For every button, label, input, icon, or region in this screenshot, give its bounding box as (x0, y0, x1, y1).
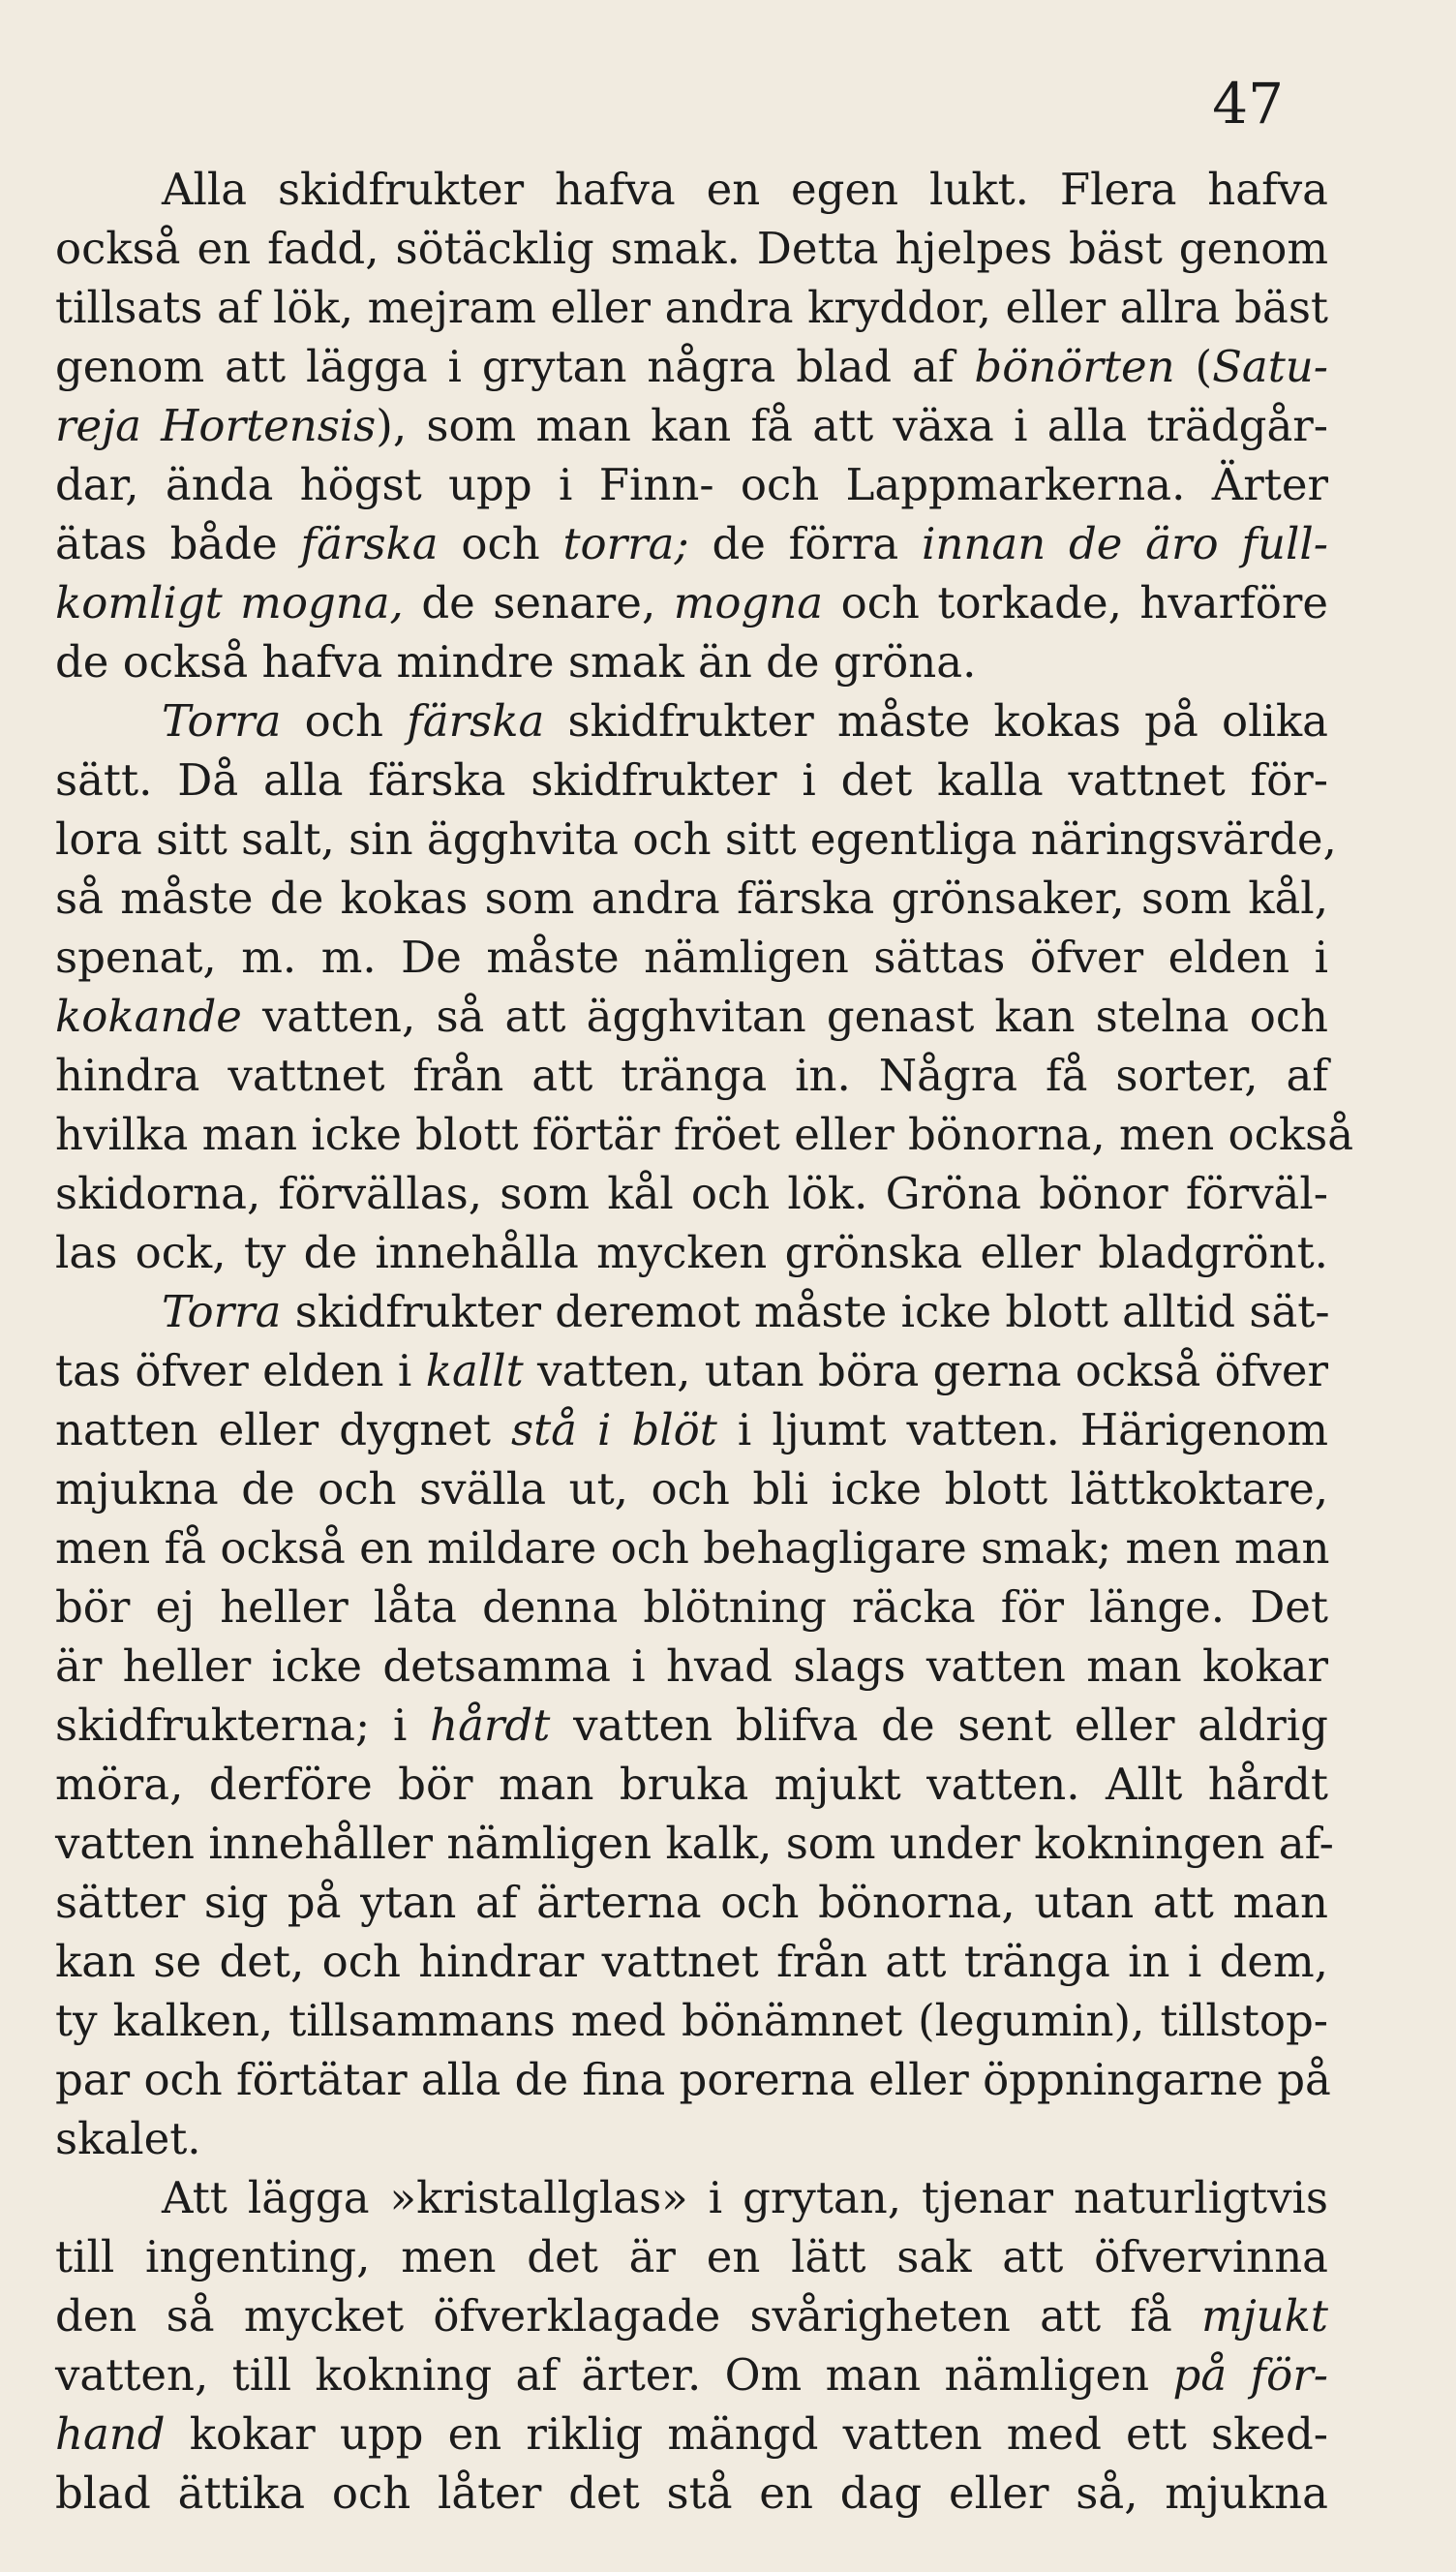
text-segment: så måste de kokas som andra färska grönsaker, som kål, (55, 873, 1328, 924)
text-line (55, 1400, 1328, 1459)
text-segment: vatten, så att ägghvitan genast kan stelna och (241, 991, 1328, 1042)
text-line (55, 455, 1328, 514)
text-line (55, 2404, 1328, 2464)
text-line (55, 2227, 1328, 2286)
text-segment: bör ej heller låta denna blötning räcka för länge. Det (55, 1581, 1328, 1633)
text-segment: och (281, 695, 408, 747)
text-segment: de också hafva mindre smak än de gröna. (55, 636, 977, 688)
text-line (55, 1873, 1328, 1932)
italic-text: komligt mogna, (55, 577, 404, 628)
text-segment: den så mycket öfverklagade svårigheten att få (55, 2290, 1202, 2342)
italic-text: Torra (162, 1286, 282, 1337)
text-line (55, 691, 1328, 750)
text-line (55, 1755, 1328, 1814)
text-line (55, 1282, 1328, 1341)
text-line (55, 337, 1328, 396)
text-line (55, 278, 1328, 337)
text-segment: spenat, m. m. De måste nämligen sättas öfver elden i (55, 932, 1328, 983)
text-line (55, 1932, 1328, 1991)
body-text (55, 160, 1354, 2523)
text-line (55, 1637, 1328, 1696)
italic-text: på för- (1172, 2349, 1328, 2401)
text-segment: i ljumt vatten. Härigenom (716, 1404, 1328, 1455)
italic-text: färska (407, 695, 545, 747)
text-segment: las ock, ty de innehålla mycken grönska eller bladgrönt. (55, 1227, 1328, 1278)
text-segment: skidorna, förvällas, som kål och lök. Gröna bönor förväl- (55, 1168, 1328, 1219)
text-segment: skalet. (55, 2113, 201, 2164)
text-line (55, 1991, 1328, 2050)
text-segment: vatten innehåller nämligen kalk, som under kokningen af- (55, 1818, 1334, 1869)
italic-text: stå i blöt (511, 1404, 717, 1455)
text-segment: ( (1174, 341, 1213, 392)
text-segment: och (438, 518, 563, 569)
text-segment: ), som man kan få att växa i alla trädgår- (376, 400, 1328, 451)
text-segment: Att lägga »kristallglas» i grytan, tjenar naturligtvis (162, 2172, 1328, 2223)
italic-text: mjukt (1201, 2290, 1328, 2342)
text-line (55, 928, 1328, 987)
italic-text: hand (55, 2408, 166, 2460)
text-line (55, 2345, 1328, 2404)
text-line (55, 869, 1328, 928)
text-segment: mjukna de och svälla ut, och bli icke blott lättkoktare, (55, 1463, 1328, 1515)
text-line (55, 1459, 1328, 1518)
text-line (55, 2464, 1328, 2523)
text-line (55, 160, 1328, 219)
italic-text: kokande (55, 991, 242, 1042)
text-line (55, 1814, 1334, 1873)
text-line (55, 573, 1328, 632)
text-line (55, 1518, 1328, 1577)
text-line (55, 219, 1328, 278)
text-segment: och torkade, hvarföre (823, 577, 1328, 628)
text-segment: kan se det, och hindrar vattnet från att tränga in i dem, (55, 1936, 1328, 1987)
text-line (55, 396, 1328, 455)
text-line (55, 1164, 1328, 1223)
italic-text: hårdt (430, 1699, 551, 1751)
text-segment: vatten, till kokning af ärter. Om man nämligen (55, 2349, 1173, 2401)
text-segment: vatten blifva de sent eller aldrig (550, 1699, 1328, 1751)
text-line (55, 632, 1328, 691)
italic-text: innan de äro full- (922, 518, 1329, 569)
italic-text: bönörten (974, 341, 1175, 392)
text-segment: hvilka man icke blott förtär fröet eller bönorna, men också (55, 1109, 1354, 1160)
italic-text: mogna (673, 577, 824, 628)
text-segment: skidfrukter måste kokas på olika (544, 695, 1328, 747)
page-number: 47 (1212, 71, 1284, 137)
text-line (55, 1577, 1328, 1637)
text-line (55, 750, 1328, 810)
text-segment: möra, derföre bör man bruka mjukt vatten. Allt hårdt (55, 1759, 1328, 1810)
text-segment: genom att lägga i grytan några blad af (55, 341, 975, 392)
text-segment: de senare, (403, 577, 674, 628)
text-line (55, 1341, 1328, 1400)
text-segment: par och förtätar alla de fina porerna eller öppningarne på (55, 2054, 1331, 2105)
text-line (55, 514, 1328, 573)
text-segment: tas öfver elden i (55, 1345, 426, 1396)
text-line (55, 810, 1337, 869)
text-segment: lora sitt salt, sin ägghvita och sitt egentliga näringsvärde, (55, 813, 1337, 865)
italic-text: kallt (425, 1345, 524, 1396)
text-segment: men få också en mildare och behagligare smak; men man (55, 1522, 1330, 1574)
italic-text: Torra (162, 695, 282, 747)
text-line (55, 1046, 1328, 1105)
text-line (55, 1223, 1328, 1282)
text-segment: blad ättika och låter det stå en dag eller så, mjukna (55, 2467, 1328, 2519)
text-segment: ty kalken, tillsammans med bönämnet (legumin), tillstop- (55, 1995, 1328, 2046)
text-segment: kokar upp en riklig mängd vatten med ett sked- (165, 2408, 1328, 2460)
text-line (55, 1105, 1354, 1164)
text-line (55, 2109, 1328, 2168)
text-line (55, 2286, 1328, 2345)
text-segment: skidfrukterna; i (55, 1699, 431, 1751)
text-line (55, 987, 1328, 1046)
text-segment: Alla skidfrukter hafva en egen lukt. Flera hafva (162, 164, 1328, 215)
italic-text: Satu- (1212, 341, 1328, 392)
text-segment: hindra vattnet från att tränga in. Några få sorter, af (55, 1050, 1328, 1101)
text-segment: är heller icke detsamma i hvad slags vatten man kokar (55, 1640, 1328, 1692)
text-line (55, 1696, 1328, 1755)
text-segment: sätter sig på ytan af ärterna och bönorna, utan att man (55, 1877, 1328, 1928)
text-line (55, 2050, 1331, 2109)
text-segment: de förra (688, 518, 923, 569)
text-line (55, 2168, 1328, 2227)
text-segment: ätas både (55, 518, 301, 569)
text-segment: natten eller dygnet (55, 1404, 511, 1455)
text-segment: också en fadd, sötäcklig smak. Detta hjelpes bäst genom (55, 223, 1328, 274)
italic-text: färska (300, 518, 439, 569)
italic-text: torra; (562, 518, 689, 569)
text-segment: vatten, utan böra gerna också öfver (523, 1345, 1328, 1396)
text-segment: tillsats af lök, mejram eller andra kryddor, eller allra bäst (55, 282, 1328, 333)
text-segment: dar, ända högst upp i Finn- och Lappmarkerna. Ärter (55, 459, 1328, 510)
text-segment: skidfrukter deremot måste icke blott alltid sät- (281, 1286, 1330, 1337)
text-segment: sätt. Då alla färska skidfrukter i det kalla vattnet för- (55, 754, 1328, 806)
text-segment: till ingenting, men det är en lätt sak att öfvervinna (55, 2231, 1328, 2282)
italic-text: reja Hortensis (55, 400, 377, 451)
